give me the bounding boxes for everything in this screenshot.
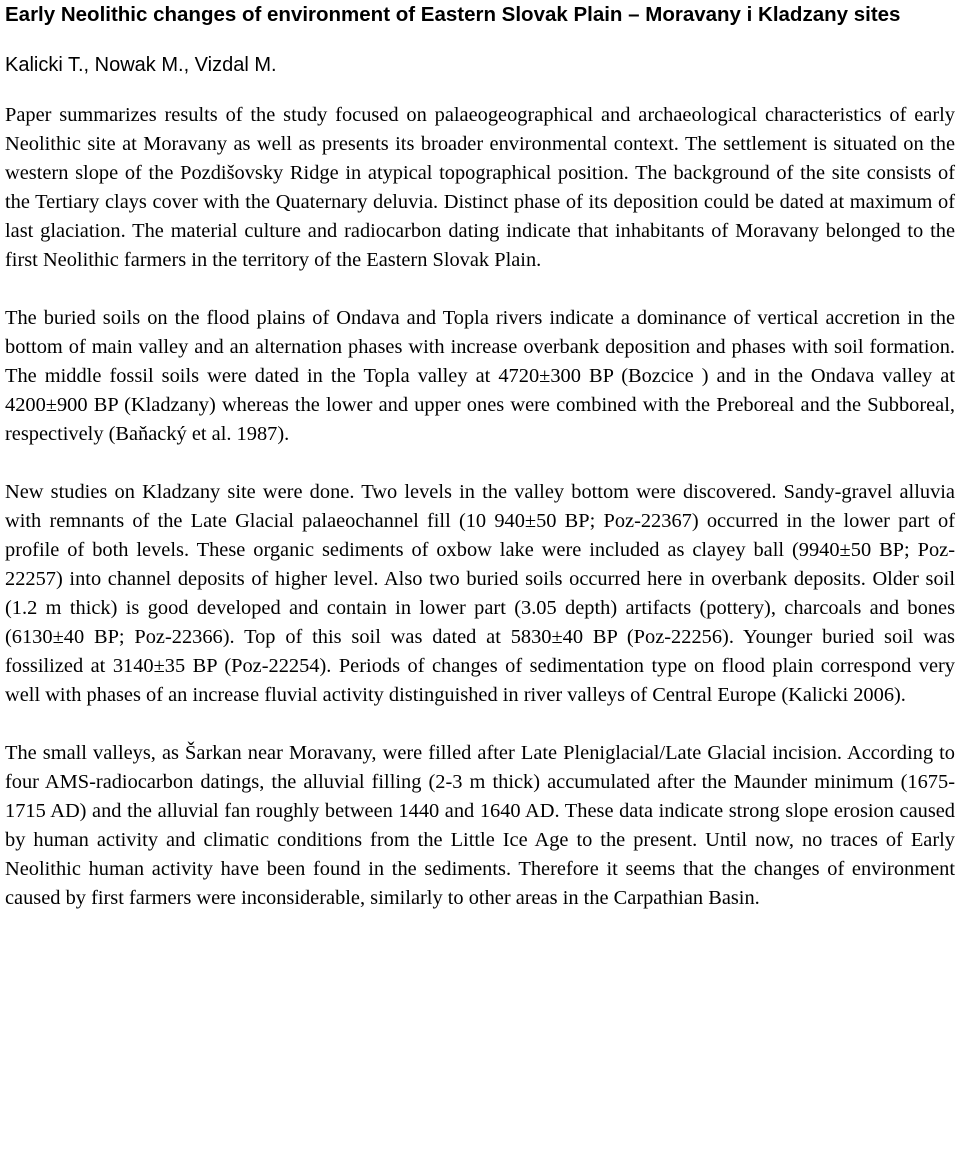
author-list: Kalicki T., Nowak M., Vizdal M. bbox=[5, 54, 277, 76]
paragraph-small-valleys: The small valleys, as Šarkan near Moravany, were filled after Late Pleniglacial/Late Glacial incision. According to four AMS-radiocarbon datings, the alluvial filling (2-3 m thick) accumulated after the Maunder minimum (1675-1715 AD) and the alluvial fan roughly between 1440 and 1640 AD. These data indicate strong slope erosion caused by human activity and climatic conditions from the Little Ice Age to the present. Until now, no traces of Early Neolithic human activity have been found in the sediments. Therefore it seems that the changes of environment caused by first farmers were inconsiderable, similarly to other areas in the Carpathian Basin. bbox=[5, 742, 955, 909]
document-page bbox=[5, 0, 955, 913]
paragraph-kladzany-studies: New studies on Kladzany site were done. Two levels in the valley bottom were discovered. Sandy-gravel alluvia with remnants of the Late Glacial palaeochannel fill (10 940±50 BP; Poz-22367) occurred in the lower part of profile of both levels. These organic sediments of oxbow lake were included as clayey ball (9940±50 BP; Poz-22257) into channel deposits of higher level. Also two buried soils occurred here in overbank deposits. Older soil (1.2 m thick) is good developed and contain in lower part (3.05 depth) artifacts (pottery), charcoals and bones (6130±40 BP; Poz-22366). Top of this soil was dated at 5830±40 BP (Poz-22256). Younger buried soil was fossilized at 3140±35 BP (Poz-22254). Periods of changes of sedimentation type on flood plain correspond very well with phases of an increase fluvial activity distinguished in river valleys of Central Europe (Kalicki 2006). bbox=[5, 481, 955, 706]
document-title: Early Neolithic changes of environment of Eastern Slovak Plain – Moravany i Kladzany sites bbox=[5, 3, 901, 26]
paragraph-summary: Paper summarizes results of the study focused on palaeogeographical and archaeological characteristics of early Neolithic site at Moravany as well as presents its broader environmental context. The settlement is situated on the western slope of the Pozdišovsky Ridge in atypical topographical position. The background of the site consists of the Tertiary clays cover with the Quaternary deluvia. Distinct phase of its deposition could be dated at maximum of last glaciation. The material culture and radiocarbon dating indicate that inhabitants of Moravany belonged to the first Neolithic farmers in the territory of the Eastern Slovak Plain. bbox=[5, 104, 955, 271]
paragraph-buried-soils: The buried soils on the flood plains of Ondava and Topla rivers indicate a dominance of vertical accretion in the bottom of main valley and an alternation phases with increase overbank deposition and phases with soil formation. The middle fossil soils were dated in the Topla valley at 4720±300 BP (Bozcice ) and in the Ondava valley at 4200±900 BP (Kladzany) whereas the lower and upper ones were combined with the Preboreal and the Subboreal, respectively (Baňacký et al. 1987). bbox=[5, 307, 955, 445]
